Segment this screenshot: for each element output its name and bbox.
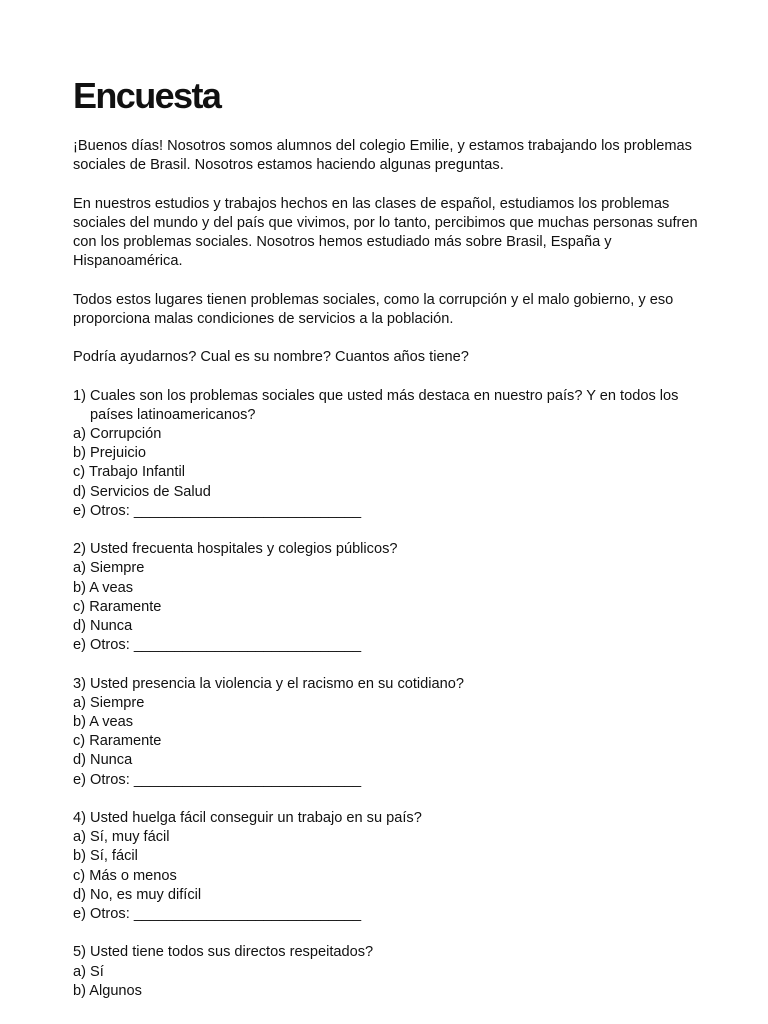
answer-option-other: e) Otros: ____________________________ [73, 906, 362, 923]
intro-paragraph-1 [73, 137, 723, 175]
intro-text: Todos estos lugares tienen problemas sociales, como la corrupción y el malo gobierno, y eso proporciona malas condiciones de servicios a la población. [73, 291, 674, 327]
question-text: 5) Usted tiene todos sus directos respeitados? [73, 944, 374, 961]
question-3 [73, 675, 723, 790]
intro-paragraph-2 [73, 195, 723, 272]
answer-option: a) Sí [73, 963, 104, 980]
intro-text: ¡Buenos días! Nosotros somos alumnos del colegio Emilie, y estamos trabajando los problemas sociales de Brasil. Nosotros estamos haciendo algunas preguntas. [73, 138, 692, 174]
intro-paragraph-4 [73, 348, 723, 367]
document-body [73, 137, 723, 1020]
intro-paragraph-3 [73, 291, 723, 329]
answer-option: b) A veas [73, 579, 134, 596]
answer-option-other: e) Otros: ____________________________ [73, 637, 362, 654]
answer-option: b) Prejuicio [73, 445, 146, 462]
answer-option: b) Sí, fácil [73, 848, 138, 865]
answer-option: d) No, es muy difícil [73, 886, 202, 903]
answer-option: c) Trabajo Infantil [73, 464, 185, 481]
answer-option: a) Siempre [73, 560, 145, 577]
question-text: 4) Usted huelga fácil conseguir un trabajo en su país? [73, 810, 422, 826]
question-4 [73, 809, 723, 924]
question-1 [73, 387, 723, 521]
answer-option: c) Raramente [73, 733, 162, 750]
answer-option: c) Raramente [73, 598, 162, 615]
question-5 [73, 943, 723, 1001]
question-text: 1) Cuales son los problemas sociales que usted más destaca en nuestro país? Y en todos los países latinoamericanos? [73, 387, 679, 423]
answer-option: b) Algunos [73, 982, 142, 999]
intro-text: En nuestros estudios y trabajos hechos en las clases de español, estudiamos los problemas sociales del mundo y del país que vivimos, por lo tanto, percibimos que muchas personas sufren con los problemas sociales. Nosotros hemos estudiado más sobre Brasil, España y Hispanoamérica. [73, 195, 698, 270]
answer-option: d) Nunca [73, 618, 133, 634]
answer-option: c) Más o menos [73, 867, 177, 884]
answer-option: a) Siempre [73, 694, 145, 711]
question-text: 2) Usted frecuenta hospitales y colegios públicos? [73, 541, 398, 558]
answer-option: d) Servicios de Salud [73, 483, 211, 500]
answer-option: a) Corrupción [73, 425, 162, 442]
answer-option: a) Sí, muy fácil [73, 829, 170, 846]
question-text: 3) Usted presencia la violencia y el racismo en su cotidiano? [73, 675, 464, 692]
answer-option-other: e) Otros: ____________________________ [73, 771, 362, 788]
answer-option: d) Nunca [73, 752, 133, 769]
answer-option: b) A veas [73, 714, 134, 730]
page-title: Encuesta [73, 75, 221, 116]
question-2 [73, 540, 723, 655]
answer-option-other: e) Otros: ____________________________ [73, 502, 362, 519]
intro-text: Podría ayudarnos? Cual es su nombre? Cuantos años tiene? [73, 349, 469, 366]
